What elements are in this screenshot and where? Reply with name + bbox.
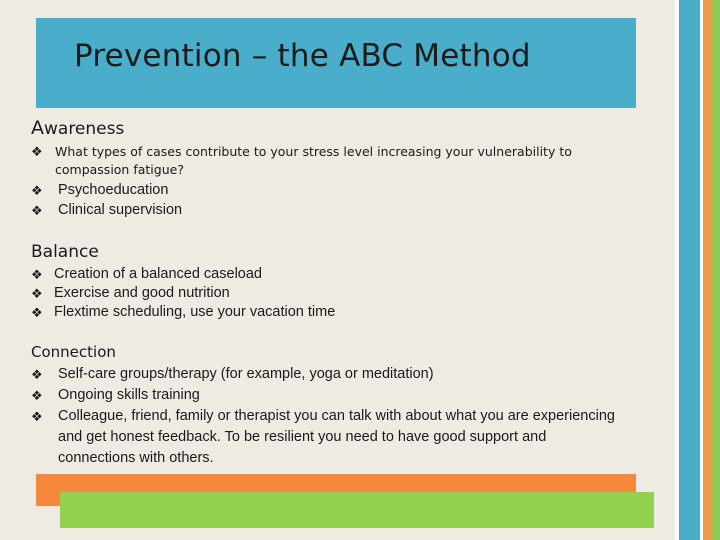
list-item: ❖ Flextime scheduling, use your vacation time — [31, 304, 336, 320]
decorative-stripe-green — [711, 0, 720, 540]
balance-list — [31, 265, 631, 322]
bullet-icon: ❖ — [31, 145, 43, 160]
bullet-icon: ❖ — [31, 267, 43, 282]
awareness-list — [31, 143, 601, 220]
bullet-icon: ❖ — [31, 367, 43, 382]
awareness-section — [31, 117, 631, 139]
decorative-stripe-orange — [703, 0, 711, 540]
bullet-icon: ❖ — [31, 409, 43, 424]
bullet-icon: ❖ — [31, 286, 43, 301]
list-item: ❖ Clinical supervision — [31, 202, 183, 218]
list-item: ❖ Ongoing skills training — [31, 385, 621, 406]
list-item: ❖ What types of cases contribute to your stress level increasing your vulnerability to compassion fatigue? — [31, 144, 572, 177]
bullet-icon: ❖ — [31, 388, 43, 403]
connection-section — [31, 343, 631, 361]
connection-list — [31, 364, 621, 469]
list-item: ❖ Self-care groups/therapy (for example, yoga or meditation) — [31, 364, 621, 385]
bullet-icon: ❖ — [31, 305, 43, 320]
title-box — [36, 18, 636, 108]
balance-section — [31, 242, 631, 262]
balance-heading: Balance — [31, 242, 99, 262]
list-item: ❖ Exercise and good nutrition — [31, 285, 230, 301]
green-accent-bar — [60, 492, 654, 528]
page-title: Prevention – the ABC Method — [74, 38, 531, 74]
bullet-icon: ❖ — [31, 203, 43, 218]
list-item: ❖ Creation of a balanced caseload — [31, 266, 262, 282]
decorative-stripe-blue — [679, 0, 700, 540]
list-item: ❖ Psychoeducation — [31, 182, 169, 198]
list-item: ❖ Colleague, friend, family or therapist you can talk with about what you are experiencing and get honest feedback. To be resilient you need to have good support and connections with others. — [31, 408, 615, 466]
awareness-heading: Awareness — [31, 117, 125, 139]
bullet-icon: ❖ — [31, 183, 43, 198]
connection-heading: Connection — [31, 343, 116, 361]
